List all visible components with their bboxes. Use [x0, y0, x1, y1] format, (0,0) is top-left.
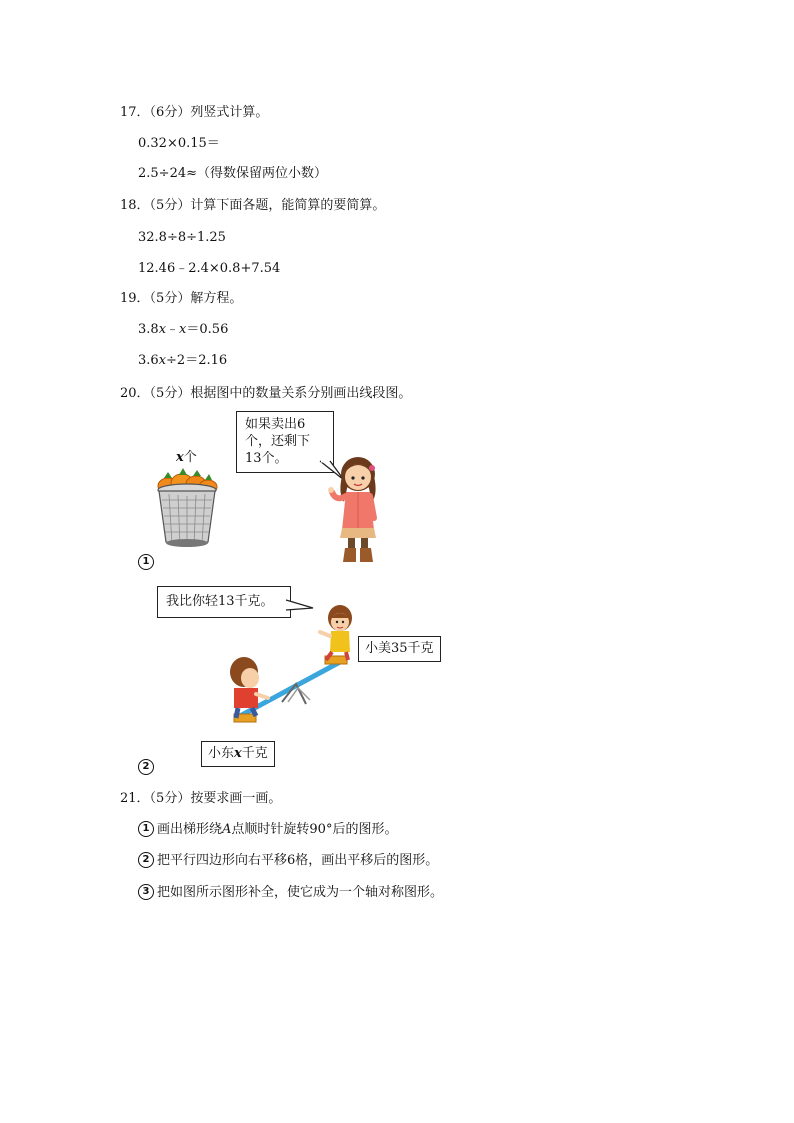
q21-marker-1: 1 — [138, 821, 154, 837]
figure-1-marker: 1 — [138, 554, 154, 570]
q17-problem-2: 2.5÷24≈（得数保留两位小数） — [138, 166, 328, 181]
basket-label: x个 — [176, 450, 197, 465]
seesaw-illustration — [222, 600, 362, 735]
q19-equation-2: 3.6x÷2＝2.16 — [138, 353, 228, 368]
q20-title: 20．（5分）根据图中的数量关系分别画出线段图。 — [120, 386, 412, 401]
q18-problem-2: 12.46﹣2.4×0.8+7.54 — [138, 261, 281, 276]
q17-title: 17．（6分）列竖式计算。 — [120, 105, 269, 120]
figure-2-marker: 2 — [138, 759, 154, 775]
speech-bubble-2: 我比你轻13千克。 — [157, 586, 291, 618]
girl-illustration — [326, 452, 382, 566]
girl-weight-label: 小美35千克 — [358, 636, 441, 662]
basket-illustration — [154, 466, 220, 548]
q17-problem-1: 0.32×0.15＝ — [138, 136, 220, 151]
q21-title: 21．（5分）按要求画一画。 — [120, 791, 282, 806]
q19-equation-1: 3.8x﹣x＝0.56 — [138, 322, 229, 337]
q18-title: 18．（5分）计算下面各题，能简算的要简算。 — [120, 198, 386, 213]
q21-marker-2: 2 — [138, 852, 154, 868]
q18-problem-1: 32.8÷8÷1.25 — [138, 230, 226, 245]
speech-bubble-1-line-3: 13个。 — [245, 451, 288, 466]
q21-item-3: 把如图所示图形补全，使它成为一个轴对称图形。 — [157, 885, 444, 900]
boy-weight-label: 小东x千克 — [201, 741, 275, 767]
speech-bubble-1-line-2: 个，还剩下 — [245, 434, 311, 449]
q21-item-2: 把平行四边形向右平移6格，画出平移后的图形。 — [157, 853, 439, 868]
q19-title: 19．（5分）解方程。 — [120, 291, 243, 306]
speech-bubble-1-line-1: 如果卖出6 — [245, 417, 306, 432]
q21-marker-3: 3 — [138, 884, 154, 900]
q21-item-1: 画出梯形绕A点顺时针旋转90°后的图形。 — [157, 822, 398, 837]
